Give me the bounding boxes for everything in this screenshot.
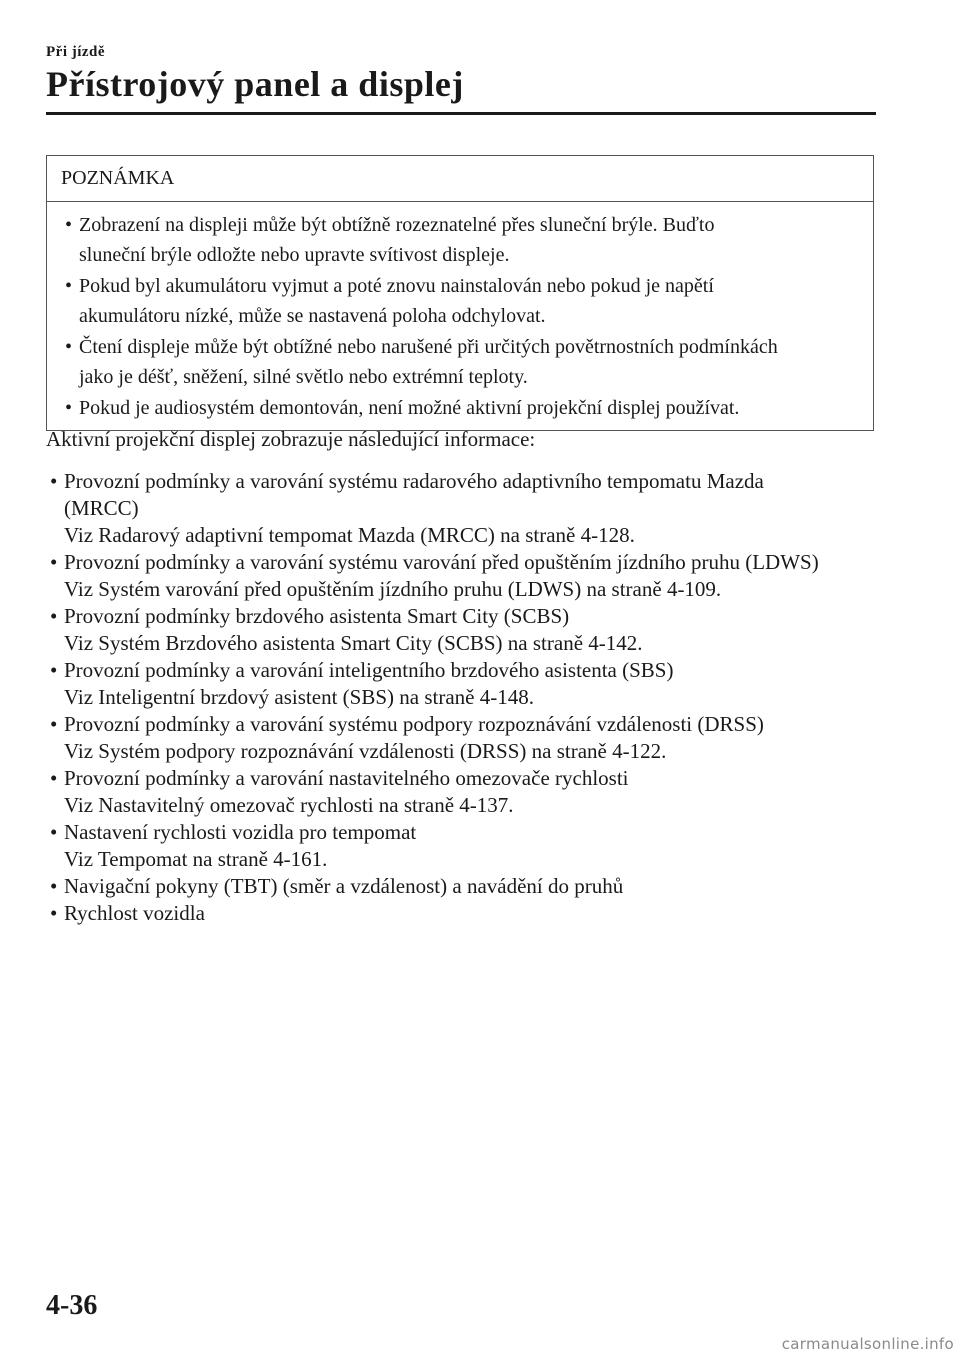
bullet-icon: • [65, 397, 73, 419]
bullet-icon: • [50, 604, 58, 628]
bullet-icon: • [50, 901, 58, 925]
bullet-icon: • [50, 820, 58, 844]
note-item-line: Pokud je audiosystém demontován, není možné aktivní projekční displej používat. [79, 397, 740, 419]
list-item-line: Rychlost vozidla [64, 901, 205, 925]
note-item [61, 393, 863, 423]
list-item-line: Navigační pokyny (TBT) (směr a vzdálenost) a navádění do pruhů [64, 874, 624, 898]
list-item [46, 711, 876, 765]
title-rule [46, 112, 876, 115]
note-item-line: Pokud byl akumulátoru vyjmut a poté znovu nainstalován nebo pokud je napětí [79, 275, 714, 297]
page-number: 4-36 [46, 1290, 98, 1321]
bullet-icon: • [50, 766, 58, 790]
list-item-line: Viz Nastavitelný omezovač rychlosti na straně 4-137. [64, 793, 514, 817]
bullet-icon: • [50, 469, 58, 493]
note-item-line: Zobrazení na displeji může být obtížně rozeznatelné přes sluneční brýle. Buďto [79, 214, 715, 236]
note-item [61, 332, 863, 392]
intro-text: Aktivní projekční displej zobrazuje následující informace: [46, 427, 536, 451]
note-item-line: sluneční brýle odložte nebo upravte svítivost displeje. [79, 244, 510, 266]
list-item-line: Provozní podmínky a varování systému podpory rozpoznávání vzdálenosti (DRSS) [64, 712, 764, 736]
bullet-icon: • [50, 550, 58, 574]
list-item [46, 549, 876, 603]
note-item [61, 210, 863, 270]
section-label: Při jízdě [46, 44, 106, 60]
note-body [47, 202, 873, 430]
list-item-line: Provozní podmínky a varování systému radarového adaptivního tempomatu Mazda [64, 469, 764, 493]
list-item-line: Provozní podmínky a varování nastavitelného omezovače rychlosti [64, 766, 629, 790]
bullet-icon: • [50, 658, 58, 682]
note-item-line: jako je déšť, sněžení, silné světlo nebo extrémní teploty. [79, 366, 528, 388]
bullet-icon: • [65, 275, 73, 297]
note-heading: POZNÁMKA [47, 156, 873, 202]
list-item-line: Provozní podmínky a varování systému varování před opuštěním jízdního pruhu (LDWS) [64, 550, 819, 574]
bullet-icon: • [50, 712, 58, 736]
list-item [46, 468, 876, 549]
note-item-line: akumulátoru nízké, může se nastavená poloha odchylovat. [79, 305, 546, 327]
list-item-line: Viz Systém podpory rozpoznávání vzdálenosti (DRSS) na straně 4-122. [64, 739, 667, 763]
bullet-icon: • [50, 874, 58, 898]
note-item-line: Čtení displeje může být obtížné nebo narušené při určitých povětrnostních podmínkách [79, 336, 778, 358]
list-item [46, 657, 876, 711]
watermark: carmanualsonline.info [781, 1335, 954, 1353]
bullet-icon: • [65, 214, 73, 236]
list-item [46, 900, 876, 927]
bullet-icon: • [65, 336, 73, 358]
list-item-line: Viz Systém varování před opuštěním jízdního pruhu (LDWS) na straně 4-109. [64, 577, 722, 601]
list-item [46, 765, 876, 819]
list-item-line: Viz Tempomat na straně 4-161. [64, 847, 328, 871]
list-item-line: Provozní podmínky a varování inteligentního brzdového asistenta (SBS) [64, 658, 674, 682]
list-item-line: Provozní podmínky brzdového asistenta Smart City (SCBS) [64, 604, 570, 628]
list-item [46, 873, 876, 900]
list-item-line: Viz Systém Brzdového asistenta Smart City (SCBS) na straně 4-142. [64, 631, 643, 655]
info-list [46, 468, 876, 927]
page-title: Přístrojový panel a displej [46, 64, 464, 104]
list-item [46, 603, 876, 657]
list-item-line: Viz Radarový adaptivní tempomat Mazda (MRCC) na straně 4-128. [64, 523, 635, 547]
list-item [46, 819, 876, 873]
list-item-line: Nastavení rychlosti vozidla pro tempomat [64, 820, 417, 844]
note-box [46, 155, 874, 431]
list-item-line: (MRCC) [64, 496, 139, 520]
list-item-line: Viz Inteligentní brzdový asistent (SBS) na straně 4-148. [64, 685, 534, 709]
note-item [61, 271, 863, 331]
